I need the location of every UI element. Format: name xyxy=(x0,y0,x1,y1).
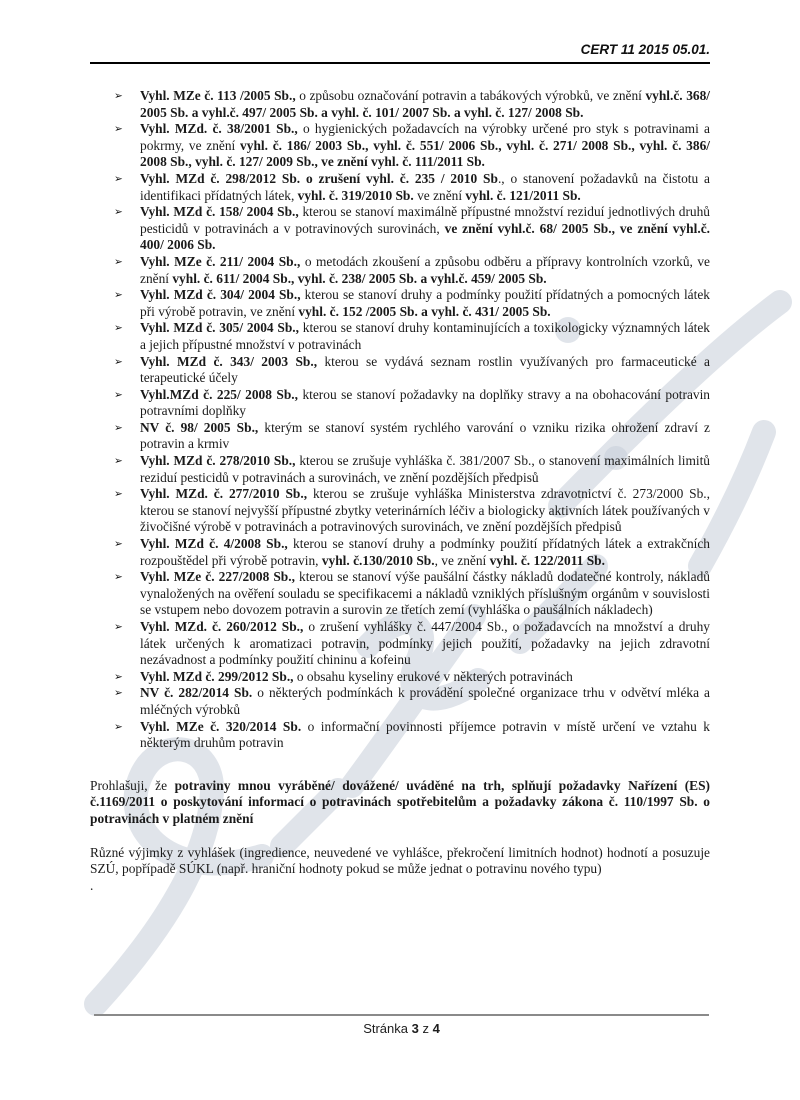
arrow-bullet-icon: ➢ xyxy=(114,622,123,633)
bold-text-segment: vyhl. č. 611/ 2004 Sb., vyhl. č. 238/ 2005 Sb. a vyhl.č. 459/ 2005 Sb. xyxy=(172,270,547,286)
decree-list-item xyxy=(114,253,710,287)
arrow-bullet-icon: ➢ xyxy=(114,671,123,683)
arrow-bullet-icon: ➢ xyxy=(114,256,123,268)
text-segment: o obsahu kyseliny erukové v některých potravinách xyxy=(296,668,573,684)
arrow-bullet-icon: ➢ xyxy=(114,389,123,401)
text-segment: kterou se stanoví maximálně přípustné množství reziduí jednotlivých druhů pesticidů v potravinách a v potravinových surovinách, xyxy=(140,204,710,236)
bold-text-segment: Vyhl. MZd. č. 38/2001 Sb., xyxy=(140,121,303,137)
decree-list-item xyxy=(114,320,710,353)
arrow-bullet-icon: ➢ xyxy=(114,91,123,102)
bold-text-segment: Vyhl. MZd č. 343/ 2003 Sb., xyxy=(140,353,325,369)
page-content xyxy=(90,42,710,894)
decree-text xyxy=(140,287,710,319)
bold-text-segment: Vyhl. MZd č. 305/ 2004 Sb., xyxy=(140,320,303,336)
decree-list-item xyxy=(114,287,710,320)
decree-list-item xyxy=(114,121,710,171)
decree-list-item xyxy=(114,619,710,669)
decree-text xyxy=(140,669,573,684)
decree-text xyxy=(140,420,710,452)
bold-text-segment: 3 xyxy=(411,1021,419,1036)
footer-rule xyxy=(94,1014,709,1016)
decree-text xyxy=(140,453,710,485)
decree-list-item xyxy=(114,386,711,420)
arrow-bullet-icon: ➢ xyxy=(114,688,123,700)
declaration-paragraph xyxy=(90,845,710,878)
decree-list-item xyxy=(114,536,711,569)
bold-text-segment: potraviny mnou vyráběné/ dovážené/ uváděné na trh, splňují požadavky Nařízení (ES) č.1169/2011 o poskytování informací o potravinách spotřebitelům a požadavky zákona č. 110/1997 Sb. o potravinách v platném znění xyxy=(90,777,710,826)
decree-text xyxy=(140,536,710,568)
bold-text-segment: vyhl. č. 319/2010 Sb. xyxy=(297,187,414,203)
page-number xyxy=(94,1021,709,1036)
bold-text-segment: vyhl. č. 122/2011 Sb. xyxy=(489,552,605,568)
bold-text-segment: NV č. 282/2014 Sb. xyxy=(140,685,258,701)
decree-text xyxy=(140,121,710,169)
text-segment: kterým se stanoví systém rychlého varování o vzniku rizika ohrožení zdraví z potravin a krmiv xyxy=(140,419,710,452)
bold-text-segment: Vyhl. MZd č. 278/2010 Sb., xyxy=(140,453,300,469)
text-segment: ve znění xyxy=(413,187,466,203)
decree-list-item xyxy=(114,353,710,387)
arrow-bullet-icon: ➢ xyxy=(114,422,123,434)
decree-text xyxy=(140,619,710,667)
arrow-bullet-icon: ➢ xyxy=(114,207,123,219)
decree-text xyxy=(140,569,710,617)
bold-text-segment: 4 xyxy=(432,1021,440,1036)
bold-text-segment: Vyhl. MZd č. 299/2012 Sb., xyxy=(140,668,297,684)
decree-list-item xyxy=(114,685,710,718)
bold-text-segment: Vyhl. MZd č. 304/ 2004 Sb., xyxy=(140,287,305,303)
text-segment: Různé výjimky z vyhlášek (ingredience, neuvedené ve vyhlášce, překročení limitních hodnot) hodnotí a posuzuje SZÚ, popřípadě SÚKL (např. hraniční hodnoty pokud se může jednat o potravinu nového typu) xyxy=(90,844,710,877)
arrow-bullet-icon: ➢ xyxy=(114,290,123,302)
bold-text-segment: Vyhl. MZe č. 227/2008 Sb., xyxy=(140,569,299,585)
decree-list-item xyxy=(114,453,711,486)
text-segment: o informační povinnosti příjemce potravin v místě určení ve vztahu k některým druhům potravin xyxy=(140,718,710,751)
decree-text xyxy=(140,171,710,203)
bold-text-segment: Vyhl. MZe č. 211/ 2004 Sb., xyxy=(140,253,305,269)
header-rule xyxy=(90,62,710,64)
text-segment: o způsobu označování potravin a tabákových výrobků, ve znění xyxy=(299,88,646,103)
page-footer xyxy=(94,1014,709,1036)
text-segment: kterou se stanoví druhy kontaminujících a toxikologicky významných látek a jejich přípustné množství v potravinách xyxy=(140,320,710,352)
decree-text xyxy=(140,254,710,286)
text-segment: . xyxy=(90,877,94,893)
text-segment: , ve znění xyxy=(434,552,490,568)
decree-text xyxy=(140,88,710,120)
text-segment: o některých podmínkách k provádění společné organizace trhu v odvětví mléka a mléčných výrobků xyxy=(140,685,710,717)
text-segment: kterou se vydává seznam rostlin využívaných pro farmaceutické a terapeutické účely xyxy=(140,353,710,386)
decree-text xyxy=(140,719,710,751)
text-segment: kterou se zrušuje vyhláška č. 381/2007 Sb., o stanovení maximálních limitů reziduí pesticidů v potravinách a surovinách, ve znění pozdějších předpisů xyxy=(140,453,711,485)
decree-list xyxy=(90,88,710,752)
decree-list-item xyxy=(114,569,710,619)
arrow-bullet-icon: ➢ xyxy=(114,124,123,136)
arrow-bullet-icon: ➢ xyxy=(114,356,123,368)
decree-text xyxy=(140,685,710,717)
arrow-bullet-icon: ➢ xyxy=(114,572,123,584)
text-segment: o metodách zkoušení a způsobu odběru a přípravy kontrolních vzorků, ve znění xyxy=(140,253,710,286)
decree-text xyxy=(140,204,710,252)
bold-text-segment: vyhl. č. 152 /2005 Sb. a vyhl. č. 431/ 2005 Sb. xyxy=(298,303,551,319)
text-segment: o hygienických požadavcích na výrobky určené pro styk s potravinami a pokrmy, ve znění xyxy=(140,121,710,153)
arrow-bullet-icon: ➢ xyxy=(114,456,123,468)
bold-text-segment: vyhl. č. 121/2011 Sb. xyxy=(465,187,581,203)
text-segment: o zrušení vyhlášky č. 447/2004 Sb., o požadavcích na množství a druhy látek určených k aromatizaci potravin, podmínky jejich použití, požadavky na jejich zdravotní nezávadnost a podmínky použití chininu a kofeinu xyxy=(140,619,710,668)
bold-text-segment: NV č. 98/ 2005 Sb., xyxy=(140,419,265,435)
decree-text xyxy=(140,387,710,419)
bold-text-segment: ve znění vyhl.č. 68/ 2005 Sb., ve znění vyhl.č. 400/ 2006 Sb. xyxy=(140,220,710,253)
bold-text-segment: Vyhl. MZd. č. 260/2012 Sb., xyxy=(140,619,309,634)
arrow-bullet-icon: ➢ xyxy=(114,173,123,185)
bold-text-segment: Vyhl. MZd č. 4/2008 Sb., xyxy=(140,536,294,552)
bold-text-segment: Vyhl. MZd. č. 277/2010 Sb., xyxy=(140,486,313,502)
bold-text-segment: Vyhl. MZd č. 158/ 2004 Sb., xyxy=(140,204,303,220)
text-segment: kterou se stanoví výše paušální částky nákladů dodatečné kontroly, nákladů vynaložených na ověření souladu se specifikacemi a nákladů vzniklých příslušným orgánům v souvislosti se vstupem nebo dovozem potravin a surovin ze třetích zemí (vyhláška o paušálních nákladech) xyxy=(140,569,710,618)
text-segment: Prohlašuji, že xyxy=(90,777,175,793)
decree-list-item xyxy=(114,668,710,686)
arrow-bullet-icon: ➢ xyxy=(114,489,123,501)
bold-text-segment: vyhl. č. 186/ 2003 Sb., vyhl. č. 551/ 2006 Sb., vyhl. č. 271/ 2008 Sb., vyhl. č. 386/ 2008 Sb., vyhl. č. 127/ 2009 Sb., ve znění vyhl. č. 111/2011 Sb. xyxy=(140,137,710,170)
page-header xyxy=(90,42,710,64)
text-segment: z xyxy=(418,1021,433,1036)
text-segment: kterou se stanoví požadavky na doplňky stravy a na obohacování potravin potravními doplňky xyxy=(140,386,711,419)
decree-list-item xyxy=(114,419,710,453)
arrow-bullet-icon: ➢ xyxy=(114,323,123,335)
decree-list-item xyxy=(114,486,710,536)
text-segment: Stránka xyxy=(363,1021,412,1036)
decree-text xyxy=(140,320,710,352)
decree-text xyxy=(140,354,710,386)
bold-text-segment: Vyhl.MZd č. 225/ 2008 Sb., xyxy=(140,386,303,402)
text-segment: kterou se zrušuje vyhláška Ministerstva zdravotnictví č. 273/2000 Sb., kterou se stanoví nejvyšší přípustné zbytky veterinárních léčiv a biologicky aktivních látek používaných v živočišné výrobě v potravinách a potravinových surovinách, ve znění pozdějších předpisů xyxy=(140,486,710,535)
document-code: CERT 11 2015 05.01. xyxy=(580,42,710,57)
decree-list-item xyxy=(114,718,710,752)
text-segment: ., o stanovení požadavků na čistotu a identifikaci přídatných látek, xyxy=(140,170,710,203)
declaration-paragraphs xyxy=(90,778,710,895)
decree-list-item xyxy=(114,170,710,204)
bold-text-segment: vyhl. č.130/2010 Sb. xyxy=(321,552,435,568)
arrow-bullet-icon: ➢ xyxy=(114,721,123,733)
decree-text xyxy=(140,486,710,534)
declaration-paragraph xyxy=(90,878,710,895)
text-segment: kterou se stanoví druhy a podmínky použití přídatných látek a extrakčních rozpouštědel při výrobě potravin, xyxy=(140,536,711,568)
arrow-bullet-icon: ➢ xyxy=(114,539,123,551)
bold-text-segment: vyhl.č. 368/ 2005 Sb. a vyhl.č. 497/ 2005 Sb. a vyhl. č. 101/ 2007 Sb. a vyhl. č. 127/ 2008 Sb. xyxy=(140,88,710,120)
bold-text-segment: Vyhl. MZe č. 113 /2005 Sb., xyxy=(140,88,300,103)
decree-list-item xyxy=(114,204,710,254)
bold-text-segment: Vyhl. MZd č. 298/2012 Sb. o zrušení vyhl. č. 235 / 2010 Sb xyxy=(140,170,498,186)
declaration-paragraph xyxy=(90,778,710,828)
decree-list-item xyxy=(114,88,710,121)
bold-text-segment: Vyhl. MZe č. 320/2014 Sb. xyxy=(140,718,308,734)
text-segment: kterou se stanoví druhy a podmínky použití přídatných a pomocných látek při výrobě potravin, ve znění xyxy=(140,287,710,319)
